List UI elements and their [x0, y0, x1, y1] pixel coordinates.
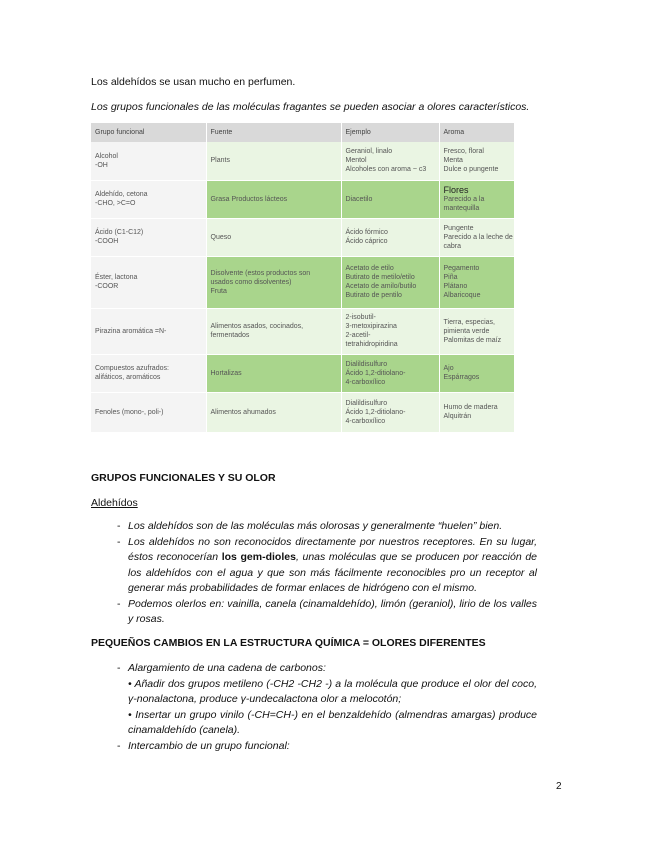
cell-line: Humo de madera [443, 404, 498, 411]
table-cell-fuente [206, 308, 341, 354]
list-item: - Alargamiento de una cadena de carbonos: • Añadir dos grupos metileno (-CH2 -CH2 -) a la molécula que produce el olor del coco, γ-nonalactona, produce γ-undecalactona olor a melocotón; • Insertar un grupo vinilo (-CH=CH-) en el benzaldehído (almendras amargas) produce cinamaldehído (canela). [91, 661, 537, 739]
dash-bullet: - [117, 739, 121, 752]
list-item: - Podemos olerlos en: vainilla, canela (cinamaldehído), limón (geraniol), lirio de los valles y rosas. [117, 597, 537, 625]
intro-paragraph-2: Los grupos funcionales de las moléculas fragantes se pueden asociar a olores característicos. [91, 101, 530, 113]
cell-line: Piña [443, 274, 458, 281]
cell-line: Ácido (C1-C12) [95, 229, 144, 236]
cell-line: Ácido 1,2-ditiolano- [345, 369, 406, 377]
cell-line: Fresco, floral [443, 148, 484, 156]
cell-line: Alquitrán [443, 413, 472, 420]
table-cell-fuente [206, 142, 341, 180]
table-cell-fuente [206, 392, 341, 432]
table-cell-fuente [206, 218, 341, 256]
cell-note: Flores [443, 184, 469, 195]
table-cell-grupo [91, 142, 206, 180]
dash-bullet: - [117, 662, 121, 674]
table-cell-grupo [91, 354, 206, 392]
cell-line: Alcohol [95, 152, 118, 160]
table-cell-aroma [439, 308, 514, 354]
cell-line: Palomitas de maíz [443, 336, 502, 344]
table-cell-fuente [206, 256, 341, 308]
cell-line: Parecido a la [443, 195, 485, 203]
cell-line: Ajo [443, 365, 454, 372]
table-row [91, 142, 514, 180]
cell-line: -COOR [95, 283, 119, 290]
table-header-row [91, 123, 514, 142]
cell-line: Ácido 1,2-ditiolano- [345, 408, 406, 416]
table-header: Fuente [206, 123, 341, 142]
cell-line: usados como disolventes) [210, 278, 292, 286]
table-cell-ejemplo [341, 308, 439, 354]
cell-line: tetrahidropiridina [345, 341, 398, 348]
intro-paragraph-1: Los aldehídos se usan mucho en perfumen. [91, 76, 296, 88]
cell-line: Alimentos asados, cocinados, [210, 323, 304, 330]
cell-line: Dialildisulfuro [345, 399, 388, 407]
cell-line: Dialildisulfuro [345, 360, 388, 368]
table-cell-aroma [439, 354, 514, 392]
cell-line: Butirato de metilo/etilo [345, 274, 415, 281]
table-cell-fuente [206, 354, 341, 392]
cell-line: Parecido a la leche de [443, 233, 513, 241]
cell-line: Pungente [443, 224, 474, 232]
page-number: 2 [556, 781, 562, 792]
cell-line: 4-carboxílico [345, 417, 386, 425]
table-cell-ejemplo [341, 392, 439, 432]
functional-groups-table [91, 123, 515, 433]
cell-line: 2-acetil- [345, 332, 371, 339]
dash-bullet: - [117, 535, 121, 548]
table-cell-ejemplo [341, 180, 439, 218]
cell-line: alifáticos, aromáticos [95, 374, 161, 381]
cell-line: Menta [443, 157, 463, 165]
table-cell-grupo [91, 256, 206, 308]
table-cell-ejemplo [341, 256, 439, 308]
cell-line: Queso [210, 233, 232, 241]
section-subtitle-aldehidos: Aldehídos [91, 497, 138, 509]
cell-line: 2-isobutil- [345, 314, 376, 321]
cell-line: -CHO, >C=O [95, 200, 136, 207]
table-header: Aroma [439, 123, 514, 142]
table-row [91, 180, 514, 218]
cell-line: Disolvente (estos productos son [210, 269, 311, 277]
table-cell-fuente [206, 180, 341, 218]
cell-line: 3-metoxipirazina [345, 323, 397, 330]
table-row [91, 256, 514, 308]
cell-line: Plátano [443, 283, 468, 290]
cell-line: Ácido fórmico [345, 229, 388, 236]
section-title-grupos: GRUPOS FUNCIONALES Y SU OLOR [91, 472, 276, 484]
table-cell-aroma [439, 180, 514, 218]
table-cell-aroma [439, 142, 514, 180]
table-cell-grupo [91, 392, 206, 432]
table-row [91, 392, 514, 432]
cell-line: Ácido cáprico [345, 238, 388, 245]
cell-line: fermentados [210, 332, 250, 339]
sub-item: • Añadir dos grupos metileno (-CH2 -CH2 -) a la molécula que produce el olor del coco, γ-nonalactona, produce γ-undecalactona olor a melocotón; [128, 677, 537, 705]
table-header: Ejemplo [341, 123, 439, 142]
table-cell-ejemplo [341, 218, 439, 256]
cell-line: Alcoholes con aroma ~ c3 [345, 166, 427, 174]
cell-line: Pirazina aromática =N- [95, 327, 167, 335]
cell-line: Hortalizas [210, 369, 242, 377]
cell-line: -COOH [95, 238, 119, 245]
table-cell-aroma [439, 218, 514, 256]
cell-line: Plants [210, 157, 230, 165]
table-row [91, 308, 514, 354]
section-title-cambios: PEQUEÑOS CAMBIOS EN LA ESTRUCTURA QUÍMICA = OLORES DIFERENTES [91, 637, 486, 649]
cell-line: Diacetilo [345, 195, 373, 203]
cell-line: Fruta [210, 287, 227, 295]
cell-line: Espárragos [443, 374, 480, 381]
list-item: - Los aldehídos son de las moléculas más olorosas y generalmente “huelen” bien. [91, 519, 537, 535]
cell-line: Éster, lactona [95, 274, 138, 281]
cell-line: Pegamento [443, 265, 480, 272]
table-cell-ejemplo [341, 354, 439, 392]
list-item: - Los aldehídos no son reconocidos directamente por nuestros receptores. En su lugar, éstos reconocerían los gem-dioles, unas moléculas que se producen por reacción de los aldehídos con el agua y que son más fácilmente reconocibles pro un receptor al generar más probabilidades de formar enlaces de hidrógeno con el mismo. [117, 535, 538, 594]
table-cell-aroma [439, 256, 514, 308]
cell-line: Grasa Productos lácteos [210, 195, 288, 203]
cell-line: Dulce o pungente [443, 166, 499, 174]
cell-line: Butirato de pentilo [345, 292, 402, 299]
cell-line: Aldehído, cetona [95, 191, 148, 198]
table-cell-aroma [439, 392, 514, 432]
table-header: Grupo funcional [91, 123, 206, 142]
dash-bullet: - [117, 597, 121, 610]
cell-line: Acetato de amilo/butilo [345, 283, 417, 290]
cell-line: Compuestos azufrados: [95, 365, 169, 372]
table-cell-grupo [91, 308, 206, 354]
table-row [91, 354, 514, 392]
table-cell-ejemplo [341, 142, 439, 180]
list-item: - Intercambio de un grupo funcional: [91, 739, 537, 755]
dash-bullet: - [117, 520, 121, 532]
cell-line: Geraniol, linalo [345, 148, 393, 156]
cell-line: mantequilla [443, 204, 480, 212]
cell-line: Tierra, especias, [443, 318, 495, 326]
cell-line: 4-carboxílico [345, 378, 386, 386]
cell-line: Acetato de etilo [345, 265, 394, 272]
cell-line: -OH [95, 161, 108, 169]
aldehidos-list [91, 519, 537, 628]
cell-line: cabra [443, 242, 462, 250]
table-row [91, 218, 514, 256]
sub-item: • Insertar un grupo vinilo (-CH=CH-) en el benzaldehído (almendras amargas) produce cinamaldehído (canela). [128, 708, 537, 736]
cell-line: pimienta verde [443, 327, 490, 335]
cell-line: Mentol [345, 157, 367, 165]
table-cell-grupo [91, 180, 206, 218]
cell-line: Alimentos ahumados [210, 408, 276, 416]
table-cell-grupo [91, 218, 206, 256]
cell-line: Albaricoque [443, 292, 481, 299]
cambios-list [91, 661, 537, 754]
cell-line: Fenoles (mono-, poli-) [95, 408, 164, 416]
